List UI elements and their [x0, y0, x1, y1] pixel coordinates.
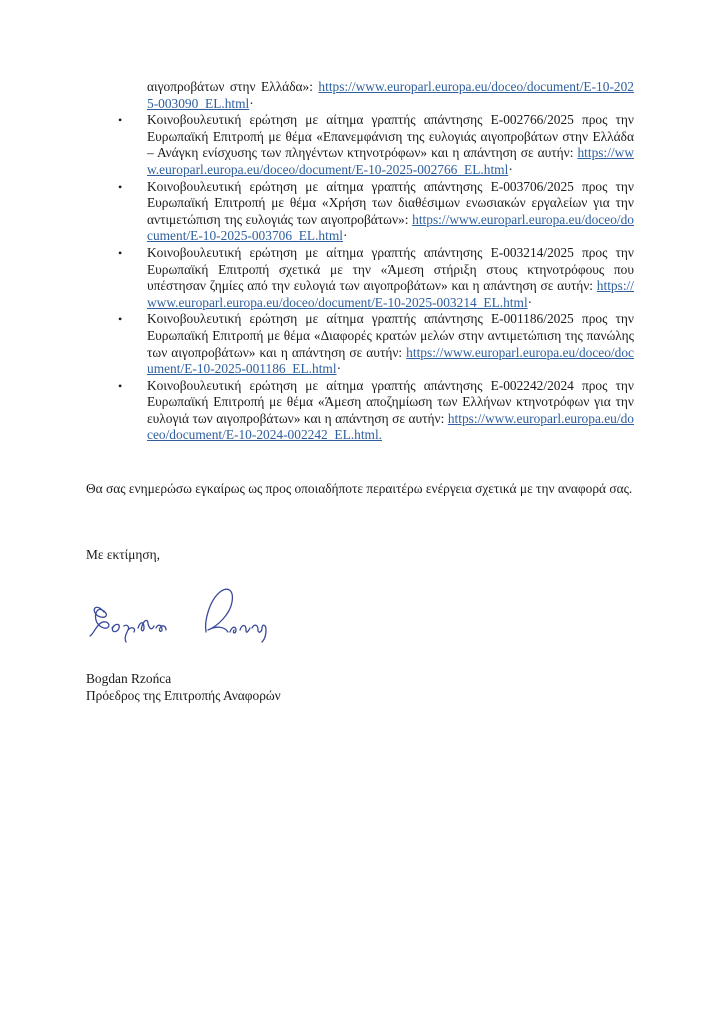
reference-link[interactable]: https://www.europarl.europa.eu/doceo/document/E-10-2025-003706_EL.html	[147, 211, 634, 244]
signer-title: Πρόεδρος της Επιτροπής Αναφορών	[86, 688, 281, 703]
item-suffix: ·	[527, 294, 533, 310]
list-item	[118, 178, 634, 245]
reference-link[interactable]: https://www.europarl.europa.eu/doceo/document/E-10-2024-002242_EL.html.	[147, 410, 634, 443]
item-text: Κοινοβουλευτική ερώτηση με αίτημα γραπτής απάντησης E-003214/2025 προς την Ευρωπαϊκή Επιτροπή σχετικά με την «Άμεση στήριξη στους κτηνοτρόφους που υπέστησαν ζημίες από την ευλογιά των αιγοπροβάτων» και η απάντηση σε αυτήν:	[147, 244, 634, 294]
bullet: •	[118, 179, 123, 194]
item-text: Κοινοβουλευτική ερώτηση με αίτημα γραπτής απάντησης E-002766/2025 προς την Ευρωπαϊκή Επιτροπή με θέμα «Επανεμφάνιση της ευλογιάς αιγοπροβάτων στην Ελλάδα – Ανάγκη ενίσχυσης των πληγέντων κτηνοτρόφων» και η απάντηση σε αυτήν:	[147, 112, 634, 161]
list-item	[118, 112, 634, 178]
item-text: Κοινοβουλευτική ερώτηση με αίτημα γραπτής απάντησης E-001186/2025 προς την Ευρωπαϊκή Επιτροπή με θέμα «Διαφορές κρατών μελών στην αντιμετώπιση της πανώλης των αιγοπροβάτων» και η απάντηση σε αυτήν:	[147, 311, 634, 360]
list-item	[118, 377, 634, 444]
closing-paragraph: Θα σας ενημερώσω εγκαίρως ως προς οποιαδήποτε περαιτέρω ενέργεια σχετικά με την αναφορά σας.	[86, 481, 633, 496]
item-suffix: ·	[508, 161, 513, 177]
item-suffix: ·	[336, 361, 342, 377]
item-suffix: ·	[249, 95, 254, 111]
bullet: •	[118, 312, 123, 327]
list-item	[118, 244, 634, 311]
reference-link[interactable]: https://www.europarl.europa.eu/doceo/document/E-10-2025-001186_EL.html	[147, 344, 634, 377]
reference-link[interactable]: https://www.europarl.europa.eu/doceo/document/E-10-2025-003214_EL.html	[147, 278, 634, 310]
bullet: •	[118, 378, 123, 393]
list-item	[147, 79, 634, 112]
salutation: Με εκτίμηση,	[86, 547, 160, 562]
item-suffix: ·	[343, 228, 348, 244]
item-text: Κοινοβουλευτική ερώτηση με αίτημα γραπτής απάντησης E-002242/2024 προς την Ευρωπαϊκή Επιτροπή με θέμα «Άμεση αποζημίωση των Ελλήνων κτηνοτρόφων για την ευλογιά των αιγοπροβάτων» και η απάντηση σε αυτήν:	[147, 377, 634, 426]
signer-name: Bogdan Rzońca	[86, 671, 172, 686]
bullet: •	[118, 113, 123, 128]
bullet: •	[118, 245, 123, 260]
item-text: αιγοπροβάτων στην Ελλάδα»:	[147, 79, 319, 94]
item-text: Κοινοβουλευτική ερώτηση με αίτημα γραπτής απάντησης E-003706/2025 προς την Ευρωπαϊκή Επιτροπή με θέμα «Χρήση των διαθέσιμων ενωσιακών εργαλείων για την αντιμετώπιση της ευλογιάς των αιγοπροβάτων»:	[147, 178, 634, 227]
list-item	[118, 311, 634, 377]
reference-link[interactable]: https://www.europarl.europa.eu/doceo/document/E-10-2025-002766_EL.html	[147, 145, 634, 177]
signature-image	[86, 580, 296, 660]
reference-link[interactable]: https://www.europarl.europa.eu/doceo/document/E-10-2025-003090_EL.html	[147, 79, 634, 111]
references-list	[118, 79, 634, 444]
